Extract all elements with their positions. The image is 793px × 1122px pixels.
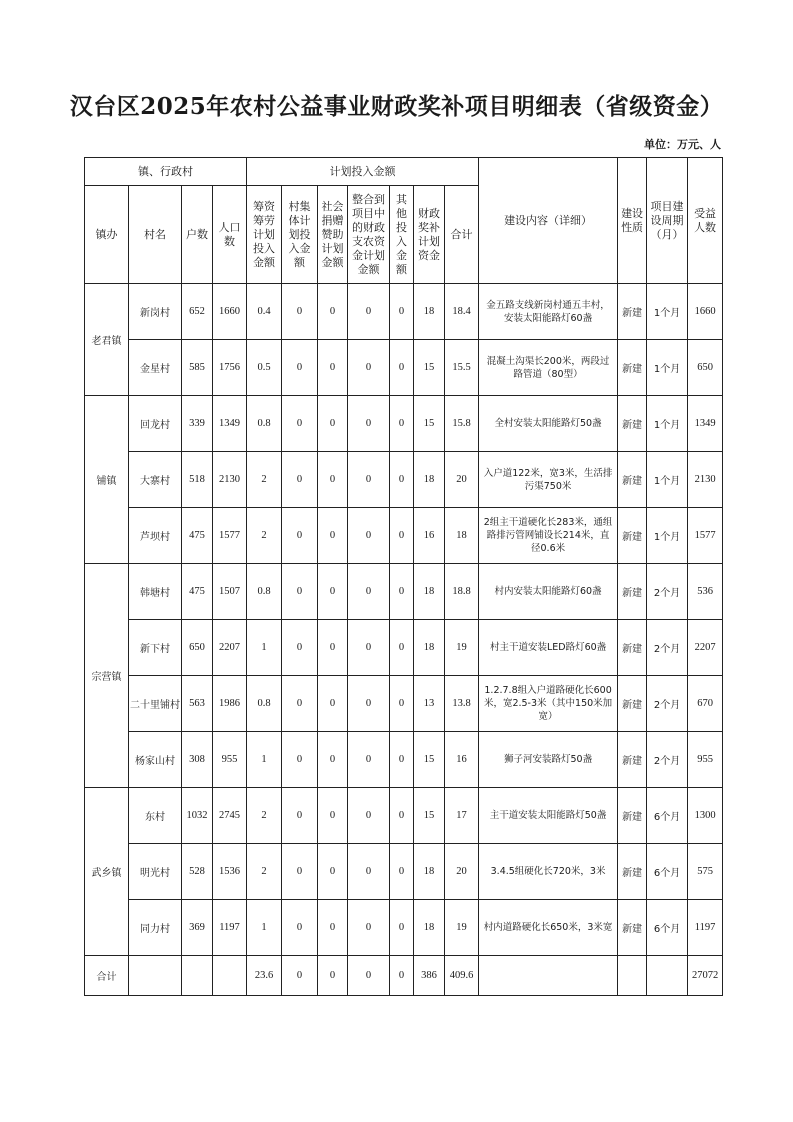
header-planned-investment-group: 计划投入金额 (247, 158, 479, 186)
beneficiaries-cell: 1197 (688, 900, 723, 956)
total-beneficiaries-cell: 27072 (688, 956, 723, 996)
integrated-cell: 0 (348, 732, 390, 788)
self-raised-cell: 2 (247, 508, 282, 564)
households-cell: 1032 (182, 788, 213, 844)
total-sum-cell: 409.6 (445, 956, 479, 996)
households-cell: 650 (182, 620, 213, 676)
total-population-cell (213, 956, 247, 996)
population-cell: 1660 (213, 284, 247, 340)
sum-cell: 20 (445, 452, 479, 508)
village-cell: 回龙村 (129, 396, 182, 452)
fiscal-subsidy-cell: 13 (414, 676, 445, 732)
beneficiaries-cell: 670 (688, 676, 723, 732)
integrated-cell: 0 (348, 676, 390, 732)
header-beneficiaries-label: 受益人数 (694, 206, 717, 234)
total-row (85, 956, 723, 996)
self-raised-cell: 1 (247, 620, 282, 676)
content-cell: 主干道安装太阳能路灯50盏 (479, 788, 618, 844)
table-row (85, 844, 723, 900)
fiscal-subsidy-cell: 15 (414, 340, 445, 396)
nature-cell: 新建 (618, 284, 647, 340)
total-collective-cell: 0 (282, 956, 318, 996)
integrated-cell: 0 (348, 564, 390, 620)
sum-cell: 18.4 (445, 284, 479, 340)
sum-cell: 15.5 (445, 340, 479, 396)
content-cell: 1.2.7.8组入户道路硬化长600米，宽2.5-3米（其中150米加宽） (479, 676, 618, 732)
total-nature-cell (618, 956, 647, 996)
collective-cell: 0 (282, 508, 318, 564)
header-other (390, 186, 414, 284)
total-label: 合计 (85, 956, 129, 996)
households-cell: 308 (182, 732, 213, 788)
sum-cell: 13.8 (445, 676, 479, 732)
donation-cell: 0 (318, 844, 348, 900)
period-cell: 6个月 (647, 788, 688, 844)
households-cell: 369 (182, 900, 213, 956)
sum-cell: 19 (445, 900, 479, 956)
self-raised-cell: 2 (247, 844, 282, 900)
beneficiaries-cell: 955 (688, 732, 723, 788)
nature-cell: 新建 (618, 844, 647, 900)
population-cell: 2130 (213, 452, 247, 508)
header-beneficiaries (688, 158, 723, 284)
table-row (85, 564, 723, 620)
population-cell: 2745 (213, 788, 247, 844)
header-period-label: 项目建设周期（月） (650, 199, 684, 241)
collective-cell: 0 (282, 284, 318, 340)
donation-cell: 0 (318, 788, 348, 844)
period-cell: 2个月 (647, 676, 688, 732)
households-cell: 585 (182, 340, 213, 396)
period-cell: 1个月 (647, 284, 688, 340)
sum-cell: 17 (445, 788, 479, 844)
content-cell: 入户道122米，宽3米，生活排污渠750米 (479, 452, 618, 508)
population-cell: 1197 (213, 900, 247, 956)
other-cell: 0 (390, 340, 414, 396)
self-raised-cell: 0.4 (247, 284, 282, 340)
households-cell: 563 (182, 676, 213, 732)
fiscal-subsidy-cell: 18 (414, 452, 445, 508)
fiscal-subsidy-cell: 18 (414, 284, 445, 340)
total-households-cell (182, 956, 213, 996)
table-row (85, 508, 723, 564)
sum-cell: 20 (445, 844, 479, 900)
period-cell: 2个月 (647, 564, 688, 620)
self-raised-cell: 1 (247, 900, 282, 956)
fiscal-subsidy-cell: 15 (414, 788, 445, 844)
village-cell: 杨家山村 (129, 732, 182, 788)
collective-cell: 0 (282, 900, 318, 956)
population-cell: 1577 (213, 508, 247, 564)
nature-cell: 新建 (618, 676, 647, 732)
beneficiaries-cell: 575 (688, 844, 723, 900)
header-self-raised (247, 186, 282, 284)
table-row (85, 732, 723, 788)
period-cell: 6个月 (647, 844, 688, 900)
header-nature-label: 建设性质 (621, 206, 644, 234)
donation-cell: 0 (318, 900, 348, 956)
project-detail-table (84, 157, 723, 996)
nature-cell: 新建 (618, 564, 647, 620)
households-cell: 475 (182, 508, 213, 564)
nature-cell: 新建 (618, 396, 647, 452)
header-content: 建设内容（详细） (479, 158, 618, 284)
donation-cell: 0 (318, 452, 348, 508)
fiscal-subsidy-cell: 16 (414, 508, 445, 564)
fiscal-subsidy-cell: 15 (414, 396, 445, 452)
content-cell: 村内安装太阳能路灯60盏 (479, 564, 618, 620)
table-row (85, 900, 723, 956)
town-cell: 老君镇 (85, 284, 129, 396)
header-self-raised-label: 筹资筹劳计划投入金额 (253, 199, 275, 269)
nature-cell: 新建 (618, 340, 647, 396)
donation-cell: 0 (318, 396, 348, 452)
beneficiaries-cell: 2130 (688, 452, 723, 508)
content-cell: 3.4.5组硬化长720米，3米 (479, 844, 618, 900)
households-cell: 518 (182, 452, 213, 508)
other-cell: 0 (390, 508, 414, 564)
donation-cell: 0 (318, 340, 348, 396)
beneficiaries-cell: 1577 (688, 508, 723, 564)
other-cell: 0 (390, 844, 414, 900)
other-cell: 0 (390, 732, 414, 788)
other-cell: 0 (390, 900, 414, 956)
integrated-cell: 0 (348, 620, 390, 676)
header-population-label: 人口数 (218, 220, 241, 248)
village-cell: 同力村 (129, 900, 182, 956)
header-sum: 合计 (445, 186, 479, 284)
header-village: 村名 (129, 186, 182, 284)
integrated-cell: 0 (348, 340, 390, 396)
self-raised-cell: 0.8 (247, 676, 282, 732)
donation-cell: 0 (318, 676, 348, 732)
header-other-label: 其他投入金额 (396, 192, 407, 276)
total-donation-cell: 0 (318, 956, 348, 996)
population-cell: 1986 (213, 676, 247, 732)
sum-cell: 15.8 (445, 396, 479, 452)
donation-cell: 0 (318, 620, 348, 676)
header-population (213, 186, 247, 284)
households-cell: 339 (182, 396, 213, 452)
beneficiaries-cell: 2207 (688, 620, 723, 676)
village-cell: 新岗村 (129, 284, 182, 340)
population-cell: 1349 (213, 396, 247, 452)
other-cell: 0 (390, 284, 414, 340)
integrated-cell: 0 (348, 452, 390, 508)
town-cell: 宗营镇 (85, 564, 129, 788)
total-fiscal-subsidy-cell: 386 (414, 956, 445, 996)
table-body (85, 284, 723, 996)
header-integrated-label: 整合到项目中的财政支农资金计划金额 (351, 192, 385, 276)
households-cell: 475 (182, 564, 213, 620)
total-self-raised-cell: 23.6 (247, 956, 282, 996)
self-raised-cell: 0.8 (247, 396, 282, 452)
content-cell: 村主干道安装LED路灯60盏 (479, 620, 618, 676)
population-cell: 1756 (213, 340, 247, 396)
other-cell: 0 (390, 620, 414, 676)
header-households: 户数 (182, 186, 213, 284)
village-cell: 明光村 (129, 844, 182, 900)
population-cell: 1507 (213, 564, 247, 620)
fiscal-subsidy-cell: 18 (414, 844, 445, 900)
donation-cell: 0 (318, 508, 348, 564)
content-cell: 金五路支线新岗村通五丰村，安装太阳能路灯60盏 (479, 284, 618, 340)
table-row (85, 284, 723, 340)
content-cell: 村内道路硬化长650米，3米宽 (479, 900, 618, 956)
content-cell: 全村安装太阳能路灯50盏 (479, 396, 618, 452)
document-title: 汉台区2025年农村公益事业财政奖补项目明细表（省级资金） (69, 93, 724, 120)
other-cell: 0 (390, 564, 414, 620)
collective-cell: 0 (282, 620, 318, 676)
period-cell: 1个月 (647, 452, 688, 508)
total-period-cell (647, 956, 688, 996)
header-fiscal-subsidy (414, 186, 445, 284)
collective-cell: 0 (282, 788, 318, 844)
self-raised-cell: 1 (247, 732, 282, 788)
town-cell: 武乡镇 (85, 788, 129, 956)
fiscal-subsidy-cell: 18 (414, 564, 445, 620)
beneficiaries-cell: 536 (688, 564, 723, 620)
donation-cell: 0 (318, 284, 348, 340)
table-row (85, 788, 723, 844)
collective-cell: 0 (282, 452, 318, 508)
header-town: 镇办 (85, 186, 129, 284)
collective-cell: 0 (282, 732, 318, 788)
period-cell: 2个月 (647, 732, 688, 788)
nature-cell: 新建 (618, 732, 647, 788)
fiscal-subsidy-cell: 18 (414, 620, 445, 676)
self-raised-cell: 0.5 (247, 340, 282, 396)
collective-cell: 0 (282, 396, 318, 452)
village-cell: 二十里铺村 (129, 676, 182, 732)
population-cell: 2207 (213, 620, 247, 676)
collective-cell: 0 (282, 340, 318, 396)
sum-cell: 18.8 (445, 564, 479, 620)
self-raised-cell: 2 (247, 788, 282, 844)
integrated-cell: 0 (348, 900, 390, 956)
header-collective (282, 186, 318, 284)
nature-cell: 新建 (618, 620, 647, 676)
header-period (647, 158, 688, 284)
sum-cell: 18 (445, 508, 479, 564)
town-cell: 铺镇 (85, 396, 129, 564)
sum-cell: 16 (445, 732, 479, 788)
households-cell: 652 (182, 284, 213, 340)
integrated-cell: 0 (348, 396, 390, 452)
collective-cell: 0 (282, 676, 318, 732)
period-cell: 1个月 (647, 340, 688, 396)
collective-cell: 0 (282, 844, 318, 900)
period-cell: 1个月 (647, 508, 688, 564)
header-nature (618, 158, 647, 284)
self-raised-cell: 2 (247, 452, 282, 508)
table-row (85, 340, 723, 396)
village-cell: 金星村 (129, 340, 182, 396)
period-cell: 2个月 (647, 620, 688, 676)
beneficiaries-cell: 1300 (688, 788, 723, 844)
fiscal-subsidy-cell: 18 (414, 900, 445, 956)
village-cell: 新下村 (129, 620, 182, 676)
other-cell: 0 (390, 788, 414, 844)
other-cell: 0 (390, 396, 414, 452)
village-cell: 韩塘村 (129, 564, 182, 620)
integrated-cell: 0 (348, 284, 390, 340)
header-fiscal-subsidy-label: 财政奖补计划资金 (418, 206, 440, 262)
table-row (85, 396, 723, 452)
village-cell: 大寨村 (129, 452, 182, 508)
header-donation-label: 社会捐赠赞助计划金额 (321, 199, 344, 269)
integrated-cell: 0 (348, 508, 390, 564)
nature-cell: 新建 (618, 452, 647, 508)
integrated-cell: 0 (348, 788, 390, 844)
total-village-cell (129, 956, 182, 996)
beneficiaries-cell: 1660 (688, 284, 723, 340)
self-raised-cell: 0.8 (247, 564, 282, 620)
content-cell: 2组主干道硬化长283米，通组路排污管网铺设长214米，直径0.6米 (479, 508, 618, 564)
nature-cell: 新建 (618, 900, 647, 956)
header-integrated (348, 186, 390, 284)
beneficiaries-cell: 650 (688, 340, 723, 396)
nature-cell: 新建 (618, 788, 647, 844)
total-content-cell (479, 956, 618, 996)
total-other-cell: 0 (390, 956, 414, 996)
period-cell: 6个月 (647, 900, 688, 956)
table-header (85, 158, 723, 284)
unit-label: 单位：万元、人 (644, 138, 721, 151)
fiscal-subsidy-cell: 15 (414, 732, 445, 788)
village-cell: 芦坝村 (129, 508, 182, 564)
nature-cell: 新建 (618, 508, 647, 564)
table-row (85, 676, 723, 732)
other-cell: 0 (390, 452, 414, 508)
collective-cell: 0 (282, 564, 318, 620)
donation-cell: 0 (318, 732, 348, 788)
sum-cell: 19 (445, 620, 479, 676)
village-cell: 东村 (129, 788, 182, 844)
header-collective-label: 村集体计划投入金额 (288, 199, 311, 269)
content-cell: 狮子河安装路灯50盏 (479, 732, 618, 788)
population-cell: 1536 (213, 844, 247, 900)
table-row (85, 452, 723, 508)
period-cell: 1个月 (647, 396, 688, 452)
households-cell: 528 (182, 844, 213, 900)
header-town-village-group: 镇、行政村 (85, 158, 247, 186)
table-row (85, 620, 723, 676)
integrated-cell: 0 (348, 844, 390, 900)
header-donation (318, 186, 348, 284)
donation-cell: 0 (318, 564, 348, 620)
total-integrated-cell: 0 (348, 956, 390, 996)
content-cell: 混凝土沟渠长200米，两段过路管道（80型） (479, 340, 618, 396)
other-cell: 0 (390, 676, 414, 732)
population-cell: 955 (213, 732, 247, 788)
beneficiaries-cell: 1349 (688, 396, 723, 452)
